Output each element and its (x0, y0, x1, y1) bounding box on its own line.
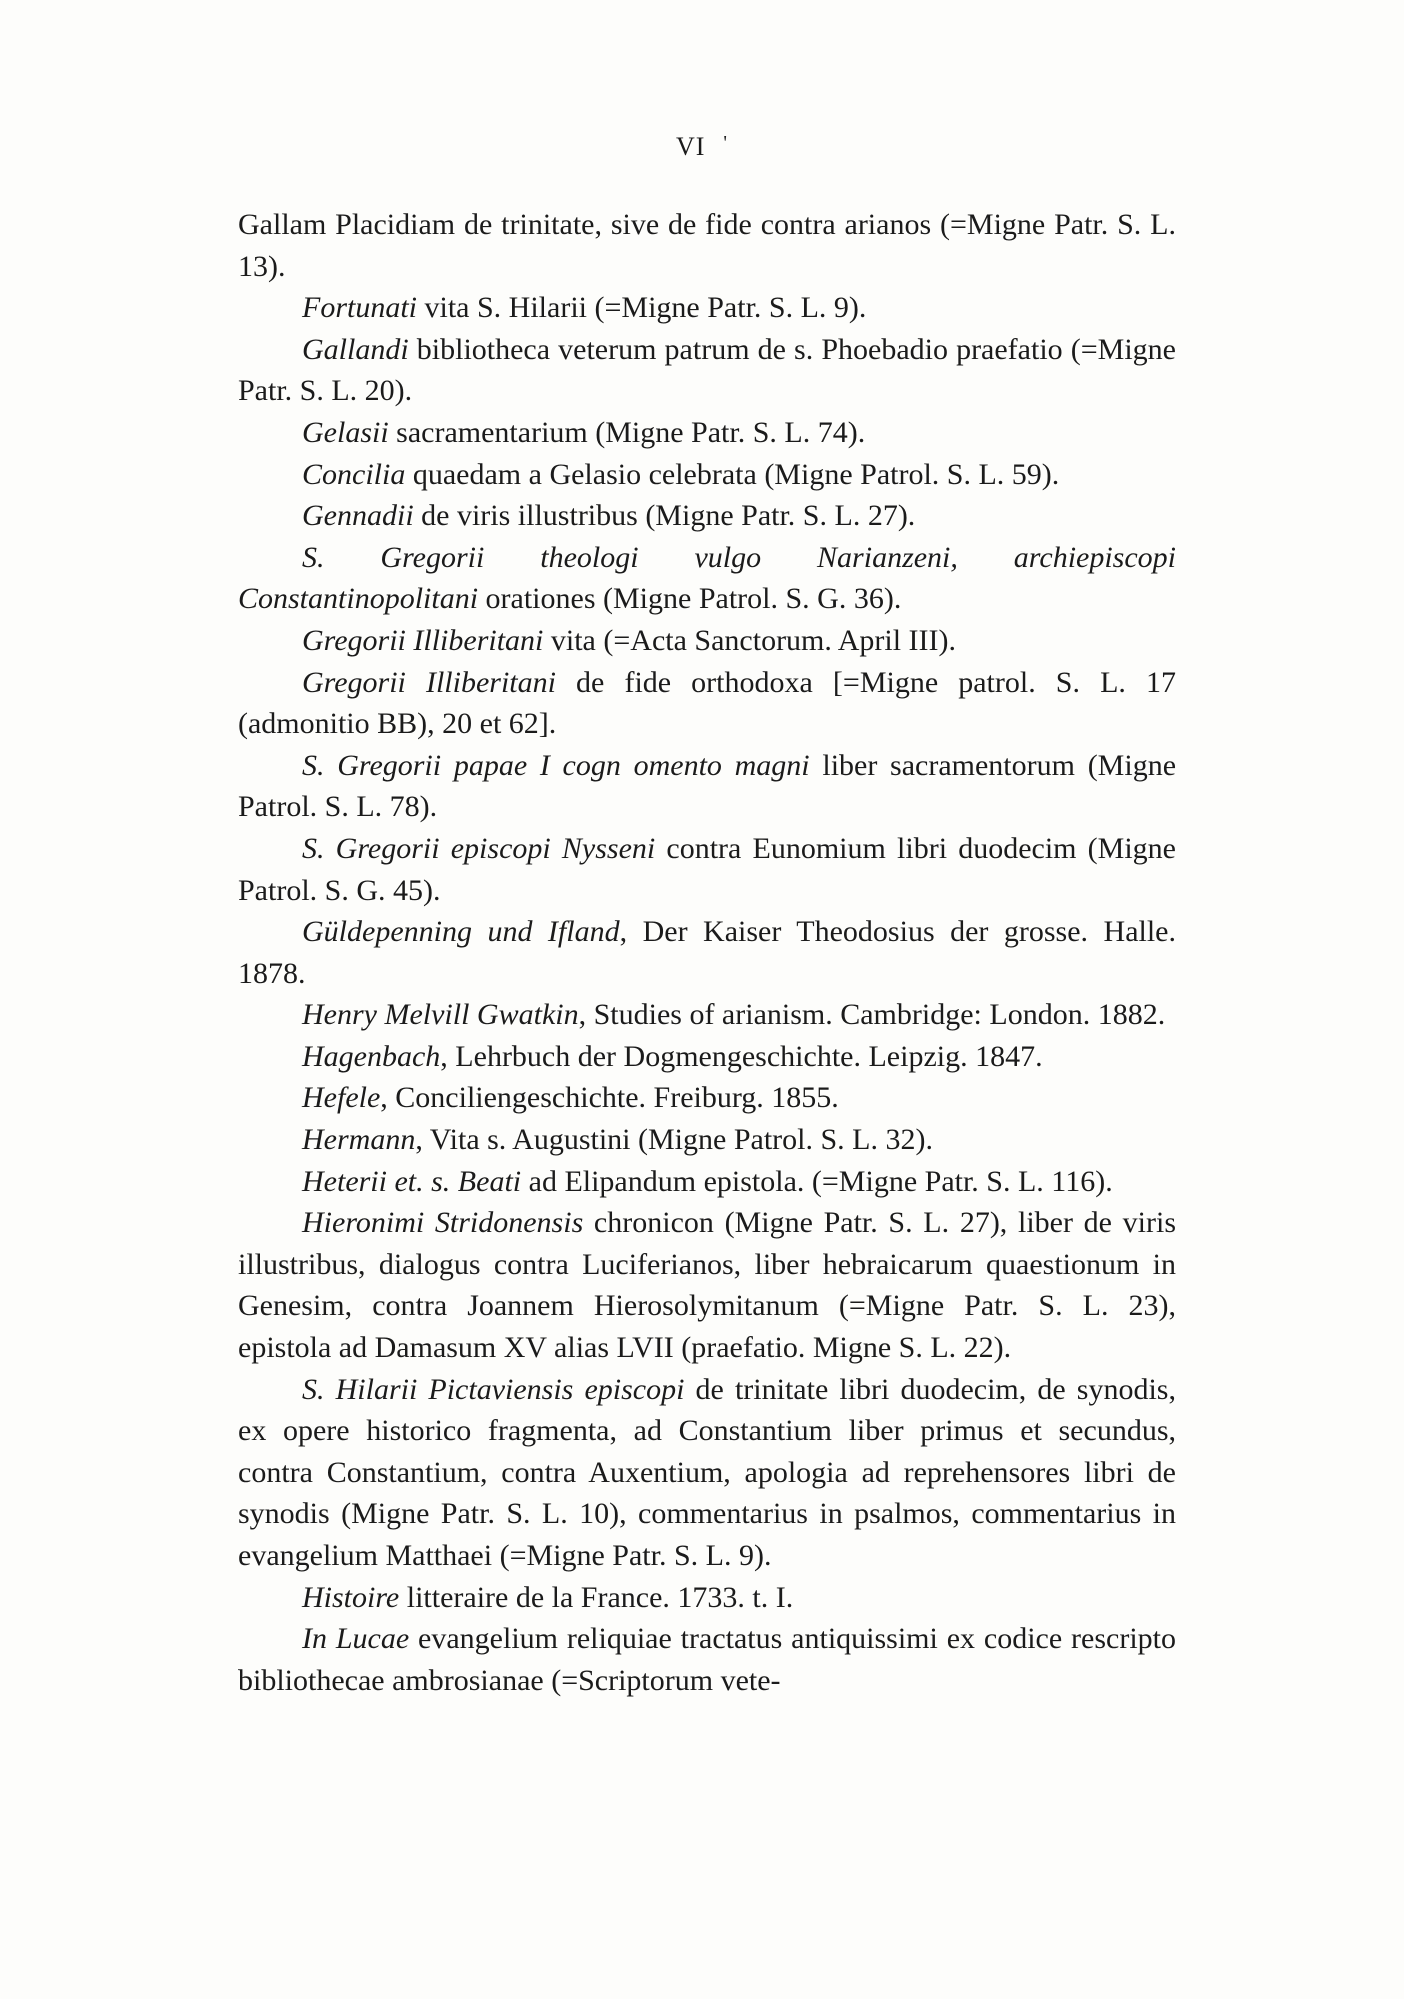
bibliography-entry (238, 662, 1176, 745)
entry-text: bibliotheca veterum patrum de s. Phoebadio praefatio (=Migne Patr. S. L. 20). (238, 332, 1176, 408)
bibliography-entry (238, 911, 1176, 994)
bibliography-entry (238, 828, 1176, 911)
entry-author: Heterii et. s. Beati (302, 1164, 522, 1198)
bibliography-entry (238, 454, 1176, 496)
entry-author: Güldepenning und Ifland (302, 915, 620, 949)
entry-author: S. Gregorii theologi vulgo Narianzeni, archiepiscopi Constantinopolitani (238, 540, 1176, 616)
entry-text: evangelium reliquiae tractatus antiquissimi ex codice rescripto bibliothecae ambrosianae (=Scriptorum vete- (238, 1622, 1176, 1697)
entry-text: vita (=Acta Sanctorum. April III). (543, 623, 957, 657)
bibliography-entry (238, 1202, 1176, 1368)
bibliography-entry (238, 1577, 1176, 1619)
entry-author: Gregorii Illiberitani (302, 623, 544, 657)
entry-text: Gallam Placidiam de trinitate, sive de fide contra arianos (=Migne Patr. S. L. 13). (238, 208, 1176, 283)
entry-author: S. Gregorii papae I cogn omento magni (302, 748, 810, 782)
entry-text: de fide orthodoxa [=Migne patrol. S. L. 17 (admonitio BB), 20 et 62]. (238, 665, 1176, 741)
bibliography-entry (238, 329, 1176, 412)
entry-text: de viris illustribus (Migne Patr. S. L. 27). (413, 499, 916, 533)
bibliography-entry (238, 204, 1176, 287)
entry-text: ad Elipandum epistola. (=Migne Patr. S. L. 116). (521, 1164, 1113, 1198)
bibliography-entry (238, 1618, 1176, 1701)
entry-author: In Lucae (302, 1622, 410, 1656)
page-mark: ' (723, 132, 729, 154)
entry-text: litteraire de la France. 1733. t. I. (399, 1580, 794, 1614)
page-header (0, 132, 1404, 162)
entry-text: , Studies of arianism. Cambridge: London. 1882. (578, 998, 1166, 1032)
entry-author: Hefele (302, 1081, 381, 1115)
bibliography-entry (238, 745, 1176, 828)
entry-text: , Vita s. Augustini (Migne Patrol. S. L. 32). (415, 1123, 933, 1157)
bibliography-entry (238, 287, 1176, 329)
bibliography-entry (238, 994, 1176, 1036)
bibliography-entry (238, 495, 1176, 537)
entry-text: quaedam a Gelasio celebrata (Migne Patrol. S. L. 59). (405, 457, 1060, 491)
entry-author: Gelasii (302, 415, 389, 449)
entry-text: de trinitate libri duodecim, de synodis, ex opere historico fragmenta, ad Constantium liber primus et secundus, contra Constantium, contra Auxentium, apologia ad reprehensores libri de synodis (Migne Patr. S. L. 10), commentarius in psalmos, commentarius in evangelium Matthaei (=Migne Patr. S. L. 9). (238, 1372, 1176, 1572)
entry-author: Gregorii Illiberitani (302, 665, 556, 699)
entry-author: Hieronimi Stridonensis (302, 1206, 584, 1240)
bibliography-entry (238, 1077, 1176, 1119)
bibliography-entry (238, 1036, 1176, 1078)
entry-author: Henry Melvill Gwatkin (302, 998, 579, 1032)
entry-text: , Lehrbuch der Dogmengeschichte. Leipzig. 1847. (440, 1039, 1043, 1073)
entry-text: liber sacramentorum (Migne Patrol. S. L. 78). (238, 748, 1177, 824)
entry-author: Fortunati (302, 291, 418, 325)
bibliography-entry (238, 1369, 1176, 1577)
entry-author: S. Hilarii Pictaviensis episcopi (302, 1372, 685, 1406)
bibliography-entry (238, 412, 1176, 454)
entry-text: orationes (Migne Patrol. S. G. 36). (478, 582, 902, 616)
entry-author: S. Gregorii episcopi Nysseni (302, 831, 656, 865)
entry-author: Hagenbach (302, 1039, 441, 1073)
entry-text: vita S. Hilarii (=Migne Patr. S. L. 9). (417, 291, 867, 325)
entry-author: Gennadii (302, 499, 414, 533)
entry-author: Hermann (302, 1123, 416, 1157)
entry-text: , Der Kaiser Theodosius der grosse. Halle. 1878. (238, 915, 1176, 990)
bibliography-entry (238, 537, 1176, 620)
bibliography-entry (238, 1161, 1176, 1203)
entry-author: Gallandi (302, 332, 409, 366)
entry-author: Histoire (302, 1580, 400, 1614)
bibliography-entry (238, 1119, 1176, 1161)
entry-text: , Conciliengeschichte. Freiburg. 1855. (380, 1081, 839, 1115)
page-number: VI (675, 132, 706, 161)
entry-text: sacramentarium (Migne Patr. S. L. 74). (388, 415, 866, 449)
entry-author: Concilia (302, 457, 406, 491)
entry-text: contra Eunomium libri duodecim (Migne Patrol. S. G. 45). (238, 831, 1176, 907)
bibliography-entry (238, 620, 1176, 662)
bibliography-list (238, 204, 1176, 1701)
entry-text: chronicon (Migne Patr. S. L. 27), liber de viris illustribus, dialogus contra Luciferianos, liber hebraicarum quaestionum in Genesim, contra Joannem Hierosolymitanum (=Migne Patr. S. L. 23), epistola ad Damasum XV alias LVII (praefatio. Migne S. L. 22). (238, 1206, 1176, 1365)
